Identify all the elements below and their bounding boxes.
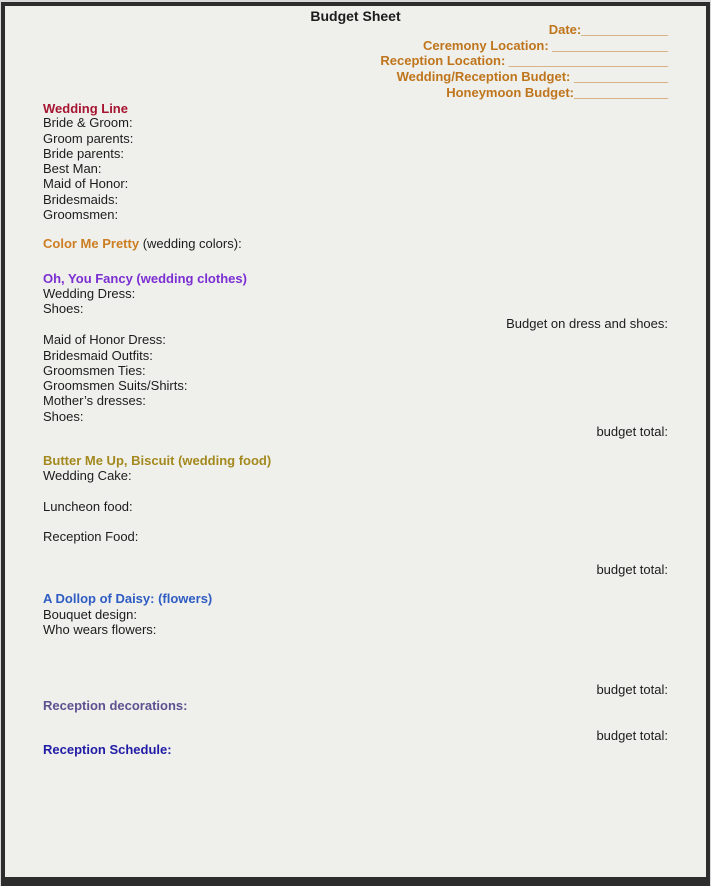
label-bride-shoes [43, 301, 668, 317]
section-heading-a-dollop-of-daisy-text: A Dollop of Daisy: (flowers) [43, 591, 213, 606]
field-date-text: Date:____________ [548, 22, 668, 37]
label-bride-parents [43, 146, 668, 162]
label-maid-of-honor [43, 176, 668, 192]
label-bride-shoes-text: Shoes: [43, 301, 84, 316]
section-heading-reception-decorations [43, 698, 668, 714]
field-honeymoon-budget-text: Honeymoon Budget:_____________ [446, 85, 668, 100]
section-heading-color-me-pretty-text: (wedding colors): [139, 236, 242, 251]
label-budget-total-flowers [43, 682, 668, 698]
section-heading-a-dollop-of-daisy [43, 591, 668, 607]
field-reception-location-text: Reception Location: ______________________ [380, 53, 668, 68]
section-heading-reception-schedule-text: Reception Schedule: [43, 742, 172, 757]
section-heading-reception-decorations-text: Reception decorations: [43, 698, 188, 713]
label-wedding-cake [43, 468, 668, 484]
label-budget-total-decorations-text: budget total: [596, 728, 668, 743]
field-wedding-reception-budget-text: Wedding/Reception Budget: _____________ [396, 69, 668, 84]
label-budget-total-flowers-text: budget total: [596, 682, 668, 697]
label-budget-total-clothes [43, 424, 668, 440]
label-groom-parents-text: Groom parents: [43, 131, 134, 146]
field-ceremony-location [43, 38, 668, 54]
label-reception-food-text: Reception Food: [43, 529, 139, 544]
section-heading-wedding-line-text: Wedding Line [43, 101, 128, 116]
label-groom-parents [43, 131, 668, 147]
label-wedding-cake-text: Wedding Cake: [43, 468, 132, 483]
budget-sheet-page [1, 2, 710, 886]
label-groomsmen-text: Groomsmen: [43, 207, 119, 222]
label-best-man-text: Best Man: [43, 161, 102, 176]
section-heading-butter-me-up-biscuit [43, 453, 668, 469]
label-who-wears-flowers-text: Who wears flowers: [43, 622, 157, 637]
label-budget-total-food [43, 562, 668, 578]
field-ceremony-location-text: Ceremony Location: ________________ [423, 38, 668, 53]
label-party-shoes-text: Shoes: [43, 409, 84, 424]
label-bride-and-groom-text: Bride & Groom: [43, 115, 133, 130]
label-mothers-dresses [43, 393, 668, 409]
section-heading-butter-me-up-biscuit-text: Butter Me Up, Biscuit (wedding food) [43, 453, 272, 468]
label-budget-on-dress-and-shoes [43, 316, 668, 332]
label-best-man [43, 161, 668, 177]
label-maid-of-honor-text: Maid of Honor: [43, 176, 129, 191]
section-heading-oh-you-fancy [43, 271, 668, 287]
label-reception-food [43, 529, 668, 545]
label-maid-of-honor-dress-text: Maid of Honor Dress: [43, 332, 166, 347]
label-budget-on-dress-and-shoes-text: Budget on dress and shoes: [506, 316, 668, 331]
label-budget-total-food-text: budget total: [596, 562, 668, 577]
field-reception-location [43, 53, 668, 69]
label-wedding-dress [43, 286, 668, 302]
label-wedding-dress-text: Wedding Dress: [43, 286, 136, 301]
label-groomsmen-suits-shirts [43, 378, 668, 394]
label-bride-parents-text: Bride parents: [43, 146, 124, 161]
field-wedding-reception-budget [43, 69, 668, 85]
label-bride-and-groom [43, 115, 668, 131]
label-who-wears-flowers [43, 622, 668, 638]
label-maid-of-honor-dress [43, 332, 668, 348]
label-bouquet-design [43, 607, 668, 623]
page-title-text: Budget Sheet [310, 8, 401, 24]
label-bouquet-design-text: Bouquet design: [43, 607, 137, 622]
label-budget-total-clothes-text: budget total: [596, 424, 668, 439]
label-groomsmen-ties [43, 363, 668, 379]
label-groomsmen-suits-shirts-text: Groomsmen Suits/Shirts: [43, 378, 188, 393]
section-heading-reception-schedule [43, 742, 668, 758]
section-heading-color-me-pretty-text: Color Me Pretty [43, 236, 140, 251]
label-luncheon-food [43, 499, 668, 515]
label-bridesmaids [43, 192, 668, 208]
section-heading-color-me-pretty [43, 236, 668, 252]
label-mothers-dresses-text: Mother’s dresses: [43, 393, 146, 408]
label-bridesmaids-text: Bridesmaids: [43, 192, 119, 207]
field-date [43, 22, 668, 38]
section-heading-oh-you-fancy-text: Oh, You Fancy (wedding clothes) [43, 271, 247, 286]
label-bridesmaid-outfits [43, 348, 668, 364]
field-honeymoon-budget [43, 85, 668, 101]
label-party-shoes [43, 409, 668, 425]
label-bridesmaid-outfits-text: Bridesmaid Outfits: [43, 348, 153, 363]
label-luncheon-food-text: Luncheon food: [43, 499, 133, 514]
label-groomsmen-ties-text: Groomsmen Ties: [43, 363, 146, 378]
label-groomsmen [43, 207, 668, 223]
